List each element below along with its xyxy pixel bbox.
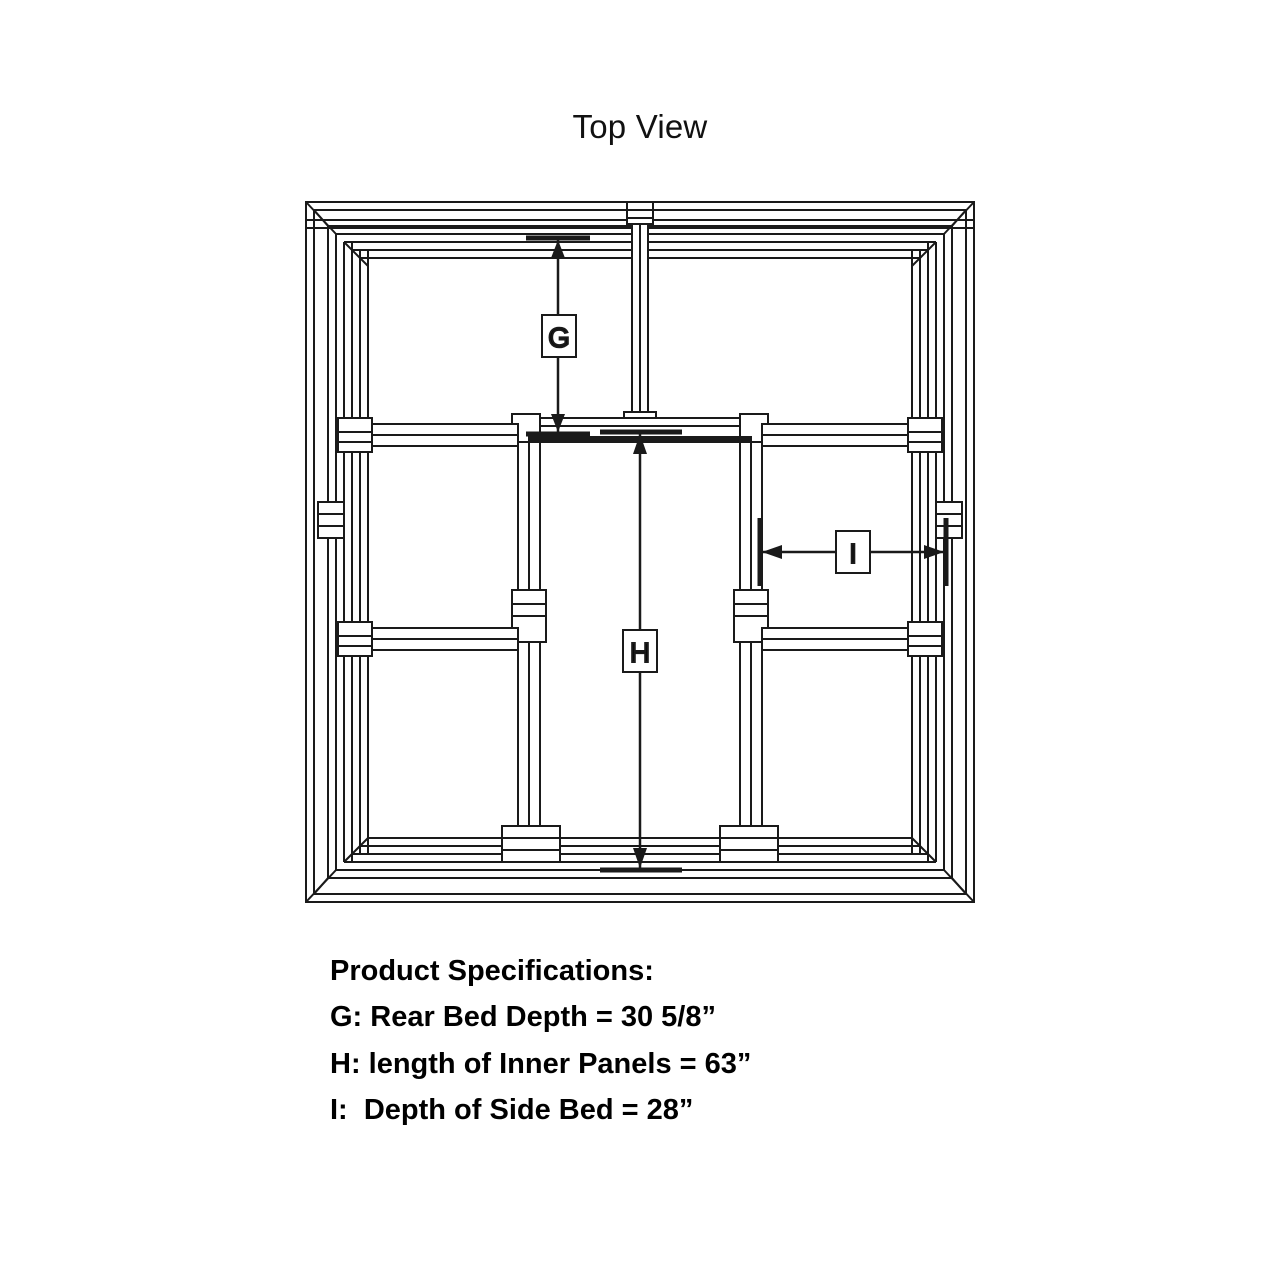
spec-line-i: I: Depth of Side Bed = 28” — [330, 1094, 694, 1127]
spec-line-g: G: Rear Bed Depth = 30 5/8” — [330, 1001, 716, 1034]
page-title: Top View — [572, 108, 708, 145]
dimension-h-label: H — [629, 637, 651, 668]
spec-line-h: H: length of Inner Panels = 63” — [330, 1047, 752, 1080]
product-specifications — [330, 948, 1230, 1134]
right-upper-arm — [762, 418, 942, 452]
dimension-i-label: I — [849, 538, 857, 569]
diagram-svg — [290, 180, 990, 920]
left-lower-arm — [338, 622, 518, 656]
specs-heading: Product Specifications: — [330, 955, 654, 987]
right-lower-arm — [762, 622, 942, 656]
dimension-g-label: G — [548, 322, 570, 353]
top-view-diagram — [290, 180, 990, 920]
left-upper-arm — [338, 418, 518, 452]
